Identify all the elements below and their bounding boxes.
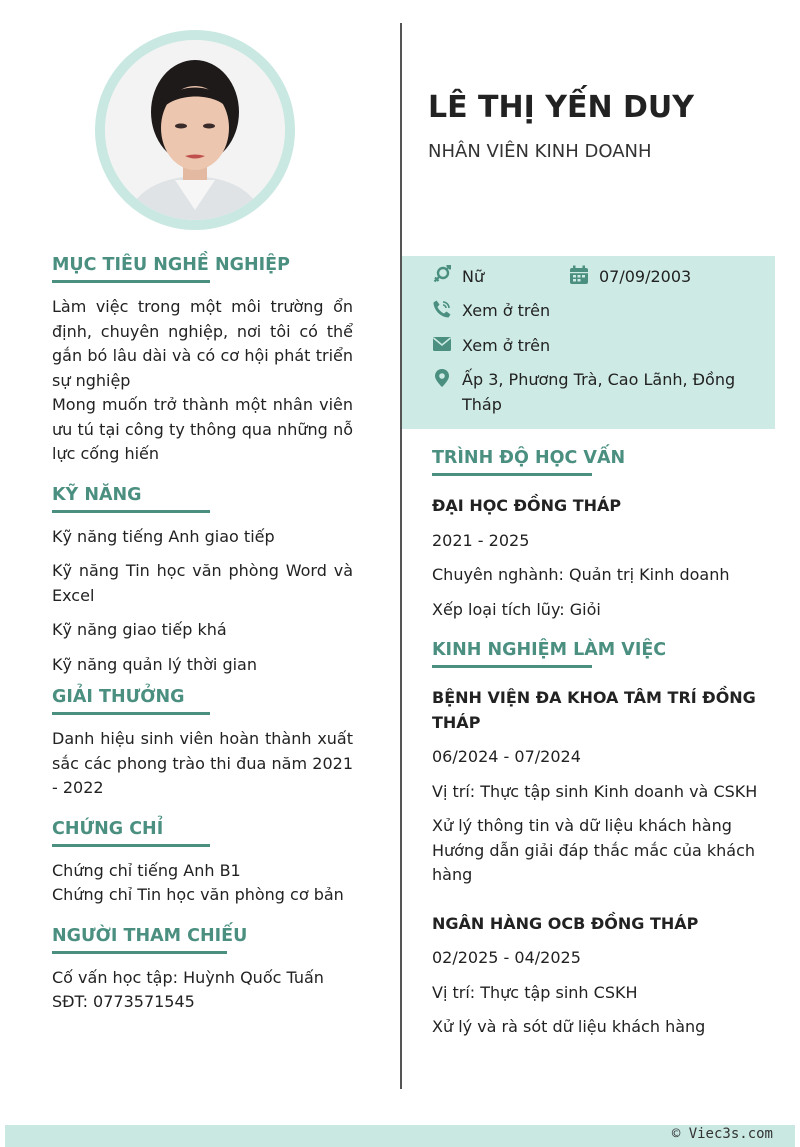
email-row [432, 334, 550, 359]
certificates-section [52, 819, 353, 908]
education-period: 2021 - 2025 [432, 530, 530, 550]
address-value: Ấp 3, Phương Trà, Cao Lãnh, Đồng Tháp [462, 370, 736, 414]
phone-value: Xem ở trên [462, 301, 551, 320]
experience-section [432, 640, 762, 1040]
candidate-name: LÊ THỊ YẾN DUY [428, 90, 694, 125]
skills-title: KỸ NĂNG [52, 485, 210, 513]
gender-icon [432, 265, 452, 285]
job-entry [432, 686, 762, 888]
awards-section [52, 687, 353, 801]
skill-item: Kỹ năng tiếng Anh giao tiếp [52, 526, 275, 546]
calendar-icon [569, 265, 589, 285]
experience-title: KINH NGHIỆM LÀM VIỆC [432, 640, 592, 668]
gender-row [432, 265, 484, 290]
skills-section [52, 485, 353, 678]
job-organization: BỆNH VIỆN ĐA KHOA TÂM TRÍ ĐỒNG THÁP [432, 688, 756, 732]
dob-row [569, 265, 691, 290]
dob-value: 07/09/2003 [599, 267, 692, 286]
email-value: Xem ở trên [462, 336, 551, 355]
education-title: TRÌNH ĐỘ HỌC VẤN [432, 448, 592, 476]
awards-title: GIẢI THƯỞNG [52, 687, 210, 715]
job-duty: Xử lý và rà sót dữ liệu khách hàng [432, 1017, 706, 1036]
skill-item: Kỹ năng quản lý thời gian [52, 654, 257, 674]
phone-row [432, 299, 550, 324]
references-title: NGƯỜI THAM CHIẾU [52, 926, 227, 954]
job-entry [432, 912, 762, 1040]
education-major: Chuyên nghành: Quản trị Kinh doanh [432, 565, 730, 584]
certificate-item: Chứng chỉ Tin học văn phòng cơ bản [52, 885, 344, 904]
job-position: Vị trí: Thực tập sinh CSKH [432, 982, 638, 1002]
job-period: 06/2024 - 07/2024 [432, 747, 581, 766]
certificates-title: CHỨNG CHỈ [52, 819, 210, 847]
objective-section [52, 255, 353, 467]
address-row [432, 368, 752, 417]
map-pin-icon [432, 368, 452, 388]
job-title: NHÂN VIÊN KINH DOANH [428, 141, 652, 162]
job-duty: Hướng dẫn giải đáp thắc mắc của khách hàng [432, 840, 756, 884]
right-column [432, 448, 762, 1050]
gender-value: Nữ [462, 267, 485, 286]
email-icon [432, 334, 452, 354]
certificate-item: Chứng chỉ tiếng Anh B1 [52, 860, 241, 880]
school-name: ĐẠI HỌC ĐỒNG THÁP [432, 496, 622, 515]
job-period: 02/2025 - 04/2025 [432, 948, 581, 967]
job-position: Vị trí: Thực tập sinh Kinh doanh và CSKH [432, 781, 758, 801]
footer-watermark: © Viec3s.com [671, 1126, 773, 1142]
skill-item: Kỹ năng Tin học văn phòng Word và Excel [52, 561, 353, 605]
education-grade: Xếp loại tích lũy: Giỏi [432, 599, 601, 619]
left-column [52, 255, 353, 1033]
portrait-photo [105, 40, 285, 220]
references-section [52, 926, 353, 1015]
objective-line-1: Làm việc trong một môi trường ổn định, chuyên nghiệp, nơi tôi có thể gắn bó lâu dài và có cơ hội phát triển sự nghiệp [52, 297, 353, 390]
avatar [105, 40, 285, 220]
reference-phone: SĐT: 0773571545 [52, 992, 195, 1011]
footer-bar [5, 1125, 795, 1147]
job-duty: Xử lý thông tin và dữ liệu khách hàng [432, 816, 732, 835]
award-text: Danh hiệu sinh viên hoàn thành xuất sắc các phong trào thi đua năm 2021 - 2022 [52, 729, 353, 797]
job-organization: NGÂN HÀNG OCB ĐỒNG THÁP [432, 913, 699, 933]
skill-item: Kỹ năng giao tiếp khá [52, 620, 227, 639]
contact-box [402, 256, 775, 429]
phone-icon [432, 299, 452, 319]
objective-line-2: Mong muốn trở thành một nhân viên ưu tú tại công ty thông qua những nỗ lực cống hiến [52, 395, 353, 463]
reference-advisor: Cố vấn học tập: Huỳnh Quốc Tuấn [52, 967, 324, 987]
objective-title: MỤC TIÊU NGHỀ NGHIỆP [52, 255, 210, 283]
column-divider [400, 23, 402, 1089]
education-section [432, 448, 762, 622]
